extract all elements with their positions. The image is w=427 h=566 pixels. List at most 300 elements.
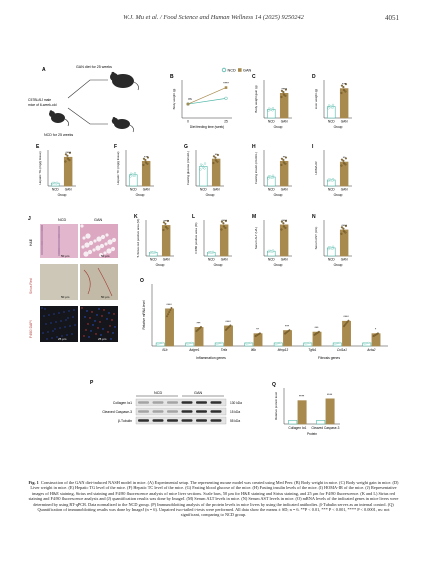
gene-label: Il6b: [250, 348, 256, 352]
data-point: [270, 109, 272, 111]
data-point: [268, 177, 270, 179]
row-he-label: H&E: [29, 239, 33, 246]
data-point: [328, 107, 330, 109]
nucleus: [58, 248, 59, 249]
x-axis-label: Group: [205, 193, 215, 197]
y-axis-label: Fasting glucose (mmol/L): [186, 151, 190, 185]
f480-signal: [81, 307, 82, 308]
tick-label: GAN: [220, 257, 228, 262]
lipid-droplet: [83, 251, 88, 256]
blot-band: [196, 419, 207, 421]
data-point: [191, 342, 193, 344]
nucleus: [41, 227, 42, 228]
f480-signal: [83, 335, 84, 336]
chart-h: [252, 144, 292, 197]
significance-label: ****: [298, 394, 305, 399]
caption-text: Construction of the GAN diet-induced NASH model in mice. (A) Experimental setup. The representing mouse model was created using Med Peer. (B) Body weight in mice. (C) Body weight gain in mice. (D) Liver weight in mice. (E) Hepatic TG level of the mice. (F) Hepatic TC level of the mice. (G) Fasting blood glucose of the mice. (H) Fasting insulin levels of the mice. (I) HOMA-IR of the mice. (J) Representative images of H&E staining, Sirius red staining and F4/80 fluorescence analysis of mice liver sections. Scale bars, 50 μm for H&E staining and Sirius staining, and 25 μm for F4/80 fluorescence. (K and L) Sirius red staining and F4/80 fluorescence analysis and (J) quantification results was done by ImageJ. (M) Serum ALT levels in mice. (N) Serum AST levels in mice. (O) mRNA levels of the indicated genes in mice livers were determined by using RT-qPCR. Data normalized to the NCD group. (P) Immunoblotting analysis of the protein levels in mice livers by using the indicated antibodies. β-Tubulin serves as an internal control. (Q) Quantification of immunoblotting results was done by ImageJ (n = 6). Unpaired two-tailed t-tests were performed. All data show the means ± SD; n = 6. **P < 0.01, *** P < 0.001, **** P < 0.0001, ns: not significant, comparing to NCD group.: [28, 480, 399, 518]
data-point: [215, 159, 217, 161]
data-point: [270, 251, 272, 253]
lipid-droplet: [100, 244, 104, 248]
bar-gan: [165, 309, 173, 346]
point-gan: [225, 86, 228, 89]
legend-gan-label: GAN: [243, 68, 252, 73]
f480-signal: [99, 321, 100, 322]
data-point: [343, 162, 345, 164]
nucleus: [41, 237, 42, 238]
data-point: [338, 342, 340, 344]
f480-signal: [90, 330, 91, 331]
data-point: [147, 163, 149, 165]
blot-band: [211, 401, 222, 403]
tick-label: NCD: [327, 257, 335, 262]
y-axis-label: F4/80 positive area (%): [194, 222, 198, 254]
f480-signal: [107, 331, 108, 332]
wb-size-tubulin: 55 kDa: [230, 419, 241, 423]
f480-gan-scale: 25 μm: [98, 337, 107, 341]
arrow-gan: [68, 80, 108, 98]
data-point: [213, 162, 215, 164]
data-point: [328, 248, 330, 250]
data-point: [150, 251, 152, 253]
mouse-label-1: C57BL/6J male: [28, 98, 52, 102]
tick-label: NCD: [327, 187, 335, 192]
data-point: [272, 175, 274, 177]
bar-ncd: [288, 420, 296, 424]
data-point: [69, 159, 71, 161]
dapi-nucleus: [65, 319, 66, 320]
blot-band: [138, 419, 149, 421]
blot-band: [196, 410, 207, 412]
lipid-droplet: [88, 250, 92, 254]
significance-label: ****: [343, 315, 349, 320]
blot-band: [153, 419, 164, 421]
chart-o: [140, 278, 388, 360]
dapi-nucleus: [58, 312, 59, 313]
data-point: [52, 182, 54, 184]
wb-row-caspase: Cleaved Caspase-3: [102, 410, 132, 414]
nucleus: [58, 244, 59, 245]
dapi-nucleus: [64, 326, 65, 327]
lipid-droplet: [82, 236, 85, 239]
y-axis-label: Body weight (g): [172, 88, 176, 110]
f480-signal: [106, 318, 107, 319]
lipid-droplet: [85, 233, 90, 238]
panel-letter: M: [252, 214, 257, 220]
significance-label: **: [214, 153, 218, 157]
data-point: [230, 325, 232, 327]
row-f480-label: F4/80 DAPI: [29, 320, 33, 338]
dapi-nucleus: [46, 338, 47, 339]
wb-size-collagen: 130 kDa: [230, 401, 242, 405]
ncd-diet-label: NCD for 25 weeks: [44, 133, 74, 137]
data-point: [328, 246, 330, 248]
data-point: [210, 252, 212, 254]
data-point: [341, 165, 343, 167]
f480-signal: [85, 329, 86, 330]
data-point: [368, 342, 370, 344]
dapi-nucleus: [52, 330, 53, 331]
tick-label: NCD: [267, 187, 275, 192]
nucleus: [41, 243, 42, 244]
sirius-gan-scale: 50 μm: [101, 295, 110, 299]
data-point: [145, 159, 147, 161]
nucleus: [41, 247, 42, 248]
significance-label: ****: [166, 302, 172, 307]
data-point: [289, 329, 291, 331]
page-header: [0, 14, 427, 28]
blot-band: [167, 410, 178, 412]
nucleus: [58, 254, 59, 255]
sirius-ncd-scale: 50 μm: [61, 295, 70, 299]
tick-label: GAN: [64, 187, 72, 192]
gene-label: Il1b: [162, 348, 168, 352]
significance-label: ****: [221, 218, 227, 223]
nucleus: [41, 231, 42, 232]
x-axis-label: Group: [273, 193, 283, 197]
data-point: [221, 229, 223, 231]
data-point: [56, 182, 58, 184]
f480-signal: [112, 332, 113, 333]
data-point: [343, 89, 345, 91]
f480-signal: [98, 308, 99, 309]
lipid-droplet: [81, 245, 84, 248]
nucleus: [41, 245, 42, 246]
f480-signal: [114, 326, 115, 327]
f480-signal: [111, 319, 112, 320]
bar-gan: [342, 321, 350, 346]
nucleus: [58, 232, 59, 233]
data-point: [330, 179, 332, 181]
tick-label: GAN: [280, 187, 288, 192]
data-point: [168, 311, 170, 313]
significance-label: ****: [281, 87, 287, 92]
blot-band: [182, 419, 193, 421]
data-point: [283, 159, 285, 161]
panel-j: [28, 216, 118, 342]
chart-k: [134, 214, 174, 267]
data-point: [341, 92, 343, 94]
blot-band: [153, 410, 164, 412]
chart-g: [184, 144, 224, 197]
y-axis-label: Hepatic TC (mg/g tissue): [116, 151, 120, 185]
gan-diet-label: GAN diet for 25 weeks: [76, 65, 112, 69]
data-point: [165, 226, 167, 228]
data-point: [268, 250, 270, 252]
data-point: [270, 177, 272, 179]
panel-letter: Q: [272, 382, 276, 388]
significance-label: ***: [314, 326, 319, 331]
blot-band: [167, 419, 178, 421]
nucleus: [58, 240, 59, 241]
panel-letter: I: [312, 144, 314, 150]
f480-signal: [102, 328, 103, 329]
tick-label: GAN: [280, 257, 288, 262]
page-number: 4051: [385, 14, 399, 22]
dapi-nucleus: [53, 313, 54, 314]
figure: [28, 58, 399, 476]
data-point: [332, 246, 334, 248]
blot-band: [138, 401, 149, 403]
data-point: [343, 228, 345, 230]
x-axis-label: Group: [333, 263, 343, 267]
panel-j-letter: J: [28, 216, 31, 222]
legend-ncd-marker: [222, 68, 226, 72]
panel-letter: O: [140, 278, 144, 284]
tick-label: NCD: [129, 187, 137, 192]
nucleus: [58, 252, 59, 253]
nucleus: [58, 236, 59, 237]
chart-e: [36, 144, 76, 197]
dapi-nucleus: [48, 314, 49, 315]
data-point: [132, 174, 134, 176]
wb-row-tubulin: β-Tubulin: [117, 419, 132, 423]
blot-band: [182, 410, 193, 412]
data-point: [200, 169, 202, 171]
nucleus: [58, 228, 59, 229]
bar-gan: [224, 326, 232, 346]
dapi-nucleus: [69, 325, 70, 326]
dapi-nucleus: [55, 321, 56, 322]
figure-canvas: [28, 58, 399, 476]
nucleus: [41, 233, 42, 234]
data-point: [204, 163, 206, 165]
tick-label: NCD: [267, 119, 275, 124]
data-point: [341, 233, 343, 235]
mouse-gan-icon: [110, 72, 139, 90]
lipid-droplet: [80, 224, 83, 227]
nucleus: [58, 234, 59, 235]
ns-label: ns: [188, 97, 192, 101]
data-point: [281, 229, 283, 231]
significance-label: **: [282, 155, 286, 160]
dapi-nucleus: [45, 323, 46, 324]
legend-gan-marker: [238, 68, 242, 72]
blot-band: [196, 401, 207, 403]
dapi-nucleus: [54, 328, 55, 329]
lipid-droplet: [105, 233, 108, 236]
f480-signal: [94, 320, 95, 321]
group-label-inflammation: Inflammation genes: [196, 356, 226, 360]
panel-letter: G: [184, 144, 188, 150]
panel-p-letter: P: [90, 380, 94, 386]
lipid-droplet: [95, 245, 100, 250]
x-axis-label: Group: [57, 193, 67, 197]
data-point: [208, 251, 210, 253]
gene-label: Tgfb1: [308, 348, 317, 352]
f480-signal: [86, 310, 87, 311]
data-point: [345, 323, 347, 325]
tick-label: NCD: [267, 257, 275, 262]
data-point: [200, 326, 202, 328]
legend-ncd-label: NCD: [227, 68, 236, 73]
nucleus: [41, 253, 42, 254]
y-axis-label: Liver weight (g): [314, 88, 318, 110]
wb-row-collagen: Collagen Iα1: [112, 401, 132, 405]
y-axis-label: Relative mRNA level: [142, 300, 146, 330]
data-point: [152, 252, 154, 254]
dapi-nucleus: [47, 331, 48, 332]
he-gan-scale: 50 μm: [101, 254, 110, 258]
significance-label: ****: [326, 392, 333, 397]
series-line-gan: [188, 88, 226, 104]
gene-label: Acta2: [367, 348, 376, 352]
panel-letter: H: [252, 144, 256, 150]
data-point: [130, 176, 132, 178]
chart-c: [252, 74, 292, 129]
significance-label: ****: [225, 319, 231, 324]
data-point: [343, 230, 345, 232]
x-axis-label: Protein: [306, 432, 318, 436]
data-point: [345, 232, 347, 234]
f480-signal: [91, 311, 92, 312]
data-point: [345, 91, 347, 93]
dapi-nucleus: [73, 309, 74, 310]
bar-ncd: [316, 420, 324, 424]
legend: [222, 68, 251, 72]
data-point: [250, 342, 252, 344]
tick-label: GAN: [340, 119, 348, 124]
chart-d: [312, 74, 352, 129]
category-label: Cleaved Caspase-3: [311, 426, 340, 430]
tick-label: NCD: [149, 257, 157, 262]
data-point: [163, 229, 165, 231]
data-point: [283, 91, 285, 93]
f480-signal: [84, 316, 85, 317]
dapi-nucleus: [67, 317, 68, 318]
panel-letter: C: [252, 74, 256, 80]
data-point: [309, 342, 311, 344]
data-point: [268, 108, 270, 110]
f480-signal: [92, 324, 93, 325]
data-point: [332, 178, 334, 180]
chart-q: [272, 382, 340, 436]
dapi-nucleus: [59, 327, 60, 328]
data-point: [167, 313, 169, 315]
mouse-ncd-icon: [112, 117, 134, 132]
blot-band: [182, 401, 193, 403]
data-point: [328, 179, 330, 181]
panel-p-col-ncd: NCD: [154, 391, 163, 395]
mouse-start-icon: [49, 110, 69, 126]
data-point: [283, 162, 285, 164]
nucleus: [58, 250, 59, 251]
significance-label: ***: [342, 82, 347, 87]
tick-label: GAN: [212, 187, 220, 192]
data-point: [223, 225, 225, 227]
gene-label: Adgre1: [189, 348, 200, 352]
data-point: [67, 158, 69, 160]
dapi-nucleus: [42, 332, 43, 333]
category-label: Collagen Iα1: [288, 426, 307, 430]
data-point: [272, 250, 274, 252]
chart-i: [312, 144, 352, 197]
chart-b: [170, 74, 232, 129]
tick-label: GAN: [340, 257, 348, 262]
data-point: [347, 321, 349, 323]
bar-gan: [326, 399, 334, 424]
y-axis-label: Relative protein level: [274, 392, 278, 420]
data-point: [344, 324, 346, 326]
y-axis-label: 5-Sirius red positive area (%): [136, 218, 140, 258]
f480-signal: [95, 333, 96, 334]
lipid-droplet: [111, 247, 115, 251]
tick-label: GAN: [162, 257, 170, 262]
y-axis-label: HOMA-IR: [314, 161, 318, 175]
lipid-droplet: [112, 238, 116, 242]
lipid-droplet: [106, 248, 111, 253]
significance-label: ****: [65, 151, 71, 156]
data-point: [332, 104, 334, 106]
blot-band: [153, 401, 164, 403]
nucleus: [41, 249, 42, 250]
data-point: [330, 106, 332, 108]
data-point: [154, 251, 156, 253]
bar-gan: [298, 401, 306, 424]
data-point: [143, 164, 145, 166]
lipid-droplet: [96, 236, 101, 241]
f480-signal: [103, 309, 104, 310]
data-point: [285, 95, 287, 97]
f480-signal: [101, 315, 102, 316]
lipid-droplet: [84, 242, 89, 247]
dapi-nucleus: [71, 333, 72, 334]
panel-j-col-ncd: NCD: [58, 218, 67, 222]
dapi-nucleus: [74, 324, 75, 325]
x-axis-label: Group: [273, 263, 283, 267]
he-ncd-scale: 50 μm: [61, 254, 70, 258]
journal-line: W.J. Mu et al. / Food Science and Human Wellness 14 (2025) 9250242: [123, 14, 304, 21]
significance-label: ***: [144, 155, 149, 160]
significance-label: **: [256, 327, 259, 332]
f480-signal: [89, 317, 90, 318]
group-label-fibrosis: Fibrosis genes: [317, 356, 341, 360]
x-axis-label: Group: [273, 125, 283, 129]
nucleus: [58, 238, 59, 239]
f480-signal: [97, 327, 98, 328]
f480-signal: [109, 325, 110, 326]
panel-a: [28, 65, 139, 137]
data-point: [161, 342, 163, 344]
data-point: [283, 94, 285, 96]
lipid-droplet: [101, 235, 105, 239]
gene-label: Mmp13: [277, 348, 289, 352]
tick-label: GAN: [280, 119, 288, 124]
nucleus: [58, 226, 59, 227]
f480-signal: [113, 313, 114, 314]
lipid-droplet: [92, 248, 95, 251]
nucleus: [41, 251, 42, 252]
data-point: [220, 342, 222, 344]
y-axis-label: Fasting insulin (mU/mL): [254, 152, 258, 184]
f480-signal: [110, 338, 111, 339]
blot-band: [211, 419, 222, 421]
data-point: [285, 227, 287, 229]
chart-m: [252, 214, 292, 267]
lipid-droplet: [93, 239, 96, 242]
gene-label: Col1a1: [336, 348, 347, 352]
f480-signal: [87, 323, 88, 324]
nucleus: [58, 242, 59, 243]
f480-ncd-scale: 25 μm: [58, 337, 67, 341]
data-point: [170, 309, 172, 311]
tick-label: 0: [187, 119, 189, 124]
wb-size-caspase: 15 kDa: [230, 410, 241, 414]
point-ncd: [225, 97, 228, 100]
x-axis-label: Group: [333, 125, 343, 129]
x-axis-label: Group: [213, 263, 223, 267]
dapi-nucleus: [41, 307, 42, 308]
data-point: [166, 315, 168, 317]
